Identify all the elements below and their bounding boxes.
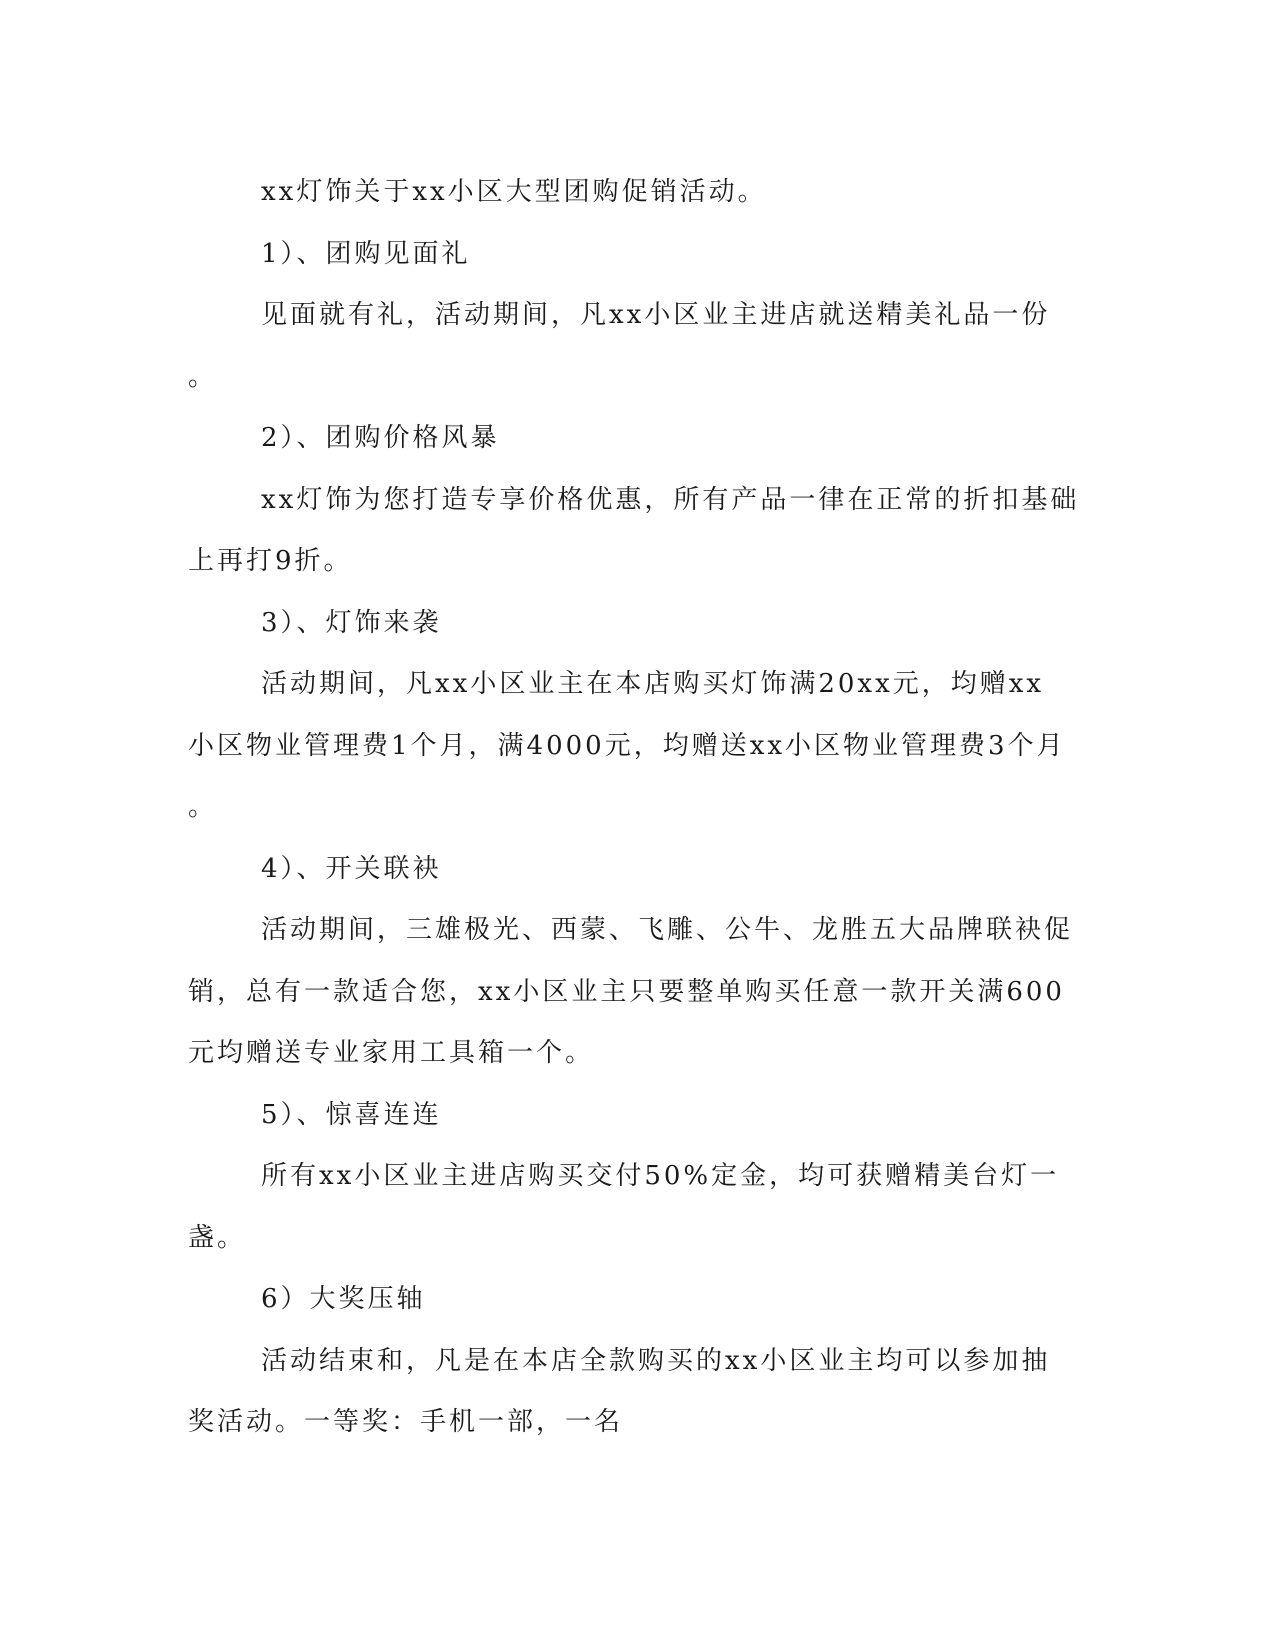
paragraph-line: 活动期间，三雄极光、西蒙、飞雕、公牛、龙胜五大品牌联袂促 (261, 915, 1074, 945)
section-heading-6: 6）大奖压轴 (261, 1284, 426, 1314)
paragraph-line: 销，总有一款适合您，xx小区业主只要整单购买任意一款开关满600 (188, 976, 1065, 1007)
section-heading-1: 1）、团购见面礼 (261, 238, 471, 269)
section-heading-3: 3）、灯饰来袭 (261, 607, 442, 638)
paragraph-line: 上再打9折。 (188, 546, 353, 576)
paragraph-line: 元均赠送专业家用工具箱一个。 (188, 1038, 595, 1068)
paragraph-line: 盏。 (188, 1222, 247, 1253)
paragraph-line: 。 (188, 361, 218, 392)
section-heading-5: 5）、惊喜连连 (261, 1099, 442, 1130)
section-heading-2: 2）、团购价格风暴 (261, 423, 500, 453)
document-body (188, 162, 1088, 1454)
paragraph-line: 所有xx小区业主进店购买交付50%定金，均可获赠精美台灯一 (261, 1161, 1060, 1191)
paragraph-line: 奖活动。一等奖：手机一部，一名 (188, 1407, 624, 1437)
paragraph-line: 小区物业管理费1个月，满4000元，均赠送xx小区物业管理费3个月 (188, 730, 1066, 761)
paragraph-line: 。 (188, 792, 218, 822)
paragraph-line: 活动结束和，凡是在本店全款购买的xx小区业主均可以参加抽 (261, 1345, 1051, 1376)
paragraph-line: 见面就有礼，活动期间，凡xx小区业主进店就送精美礼品一份 (261, 300, 1051, 330)
paragraph-line: 活动期间，凡xx小区业主在本店购买灯饰满20xx元，均赠xx (261, 669, 1045, 699)
intro-line: xx灯饰关于xx小区大型团购促销活动。 (261, 177, 767, 207)
section-heading-4: 4）、开关联袂 (261, 853, 442, 884)
paragraph-line: xx灯饰为您打造专享价格优惠，所有产品一律在正常的折扣基础 (261, 484, 1080, 515)
